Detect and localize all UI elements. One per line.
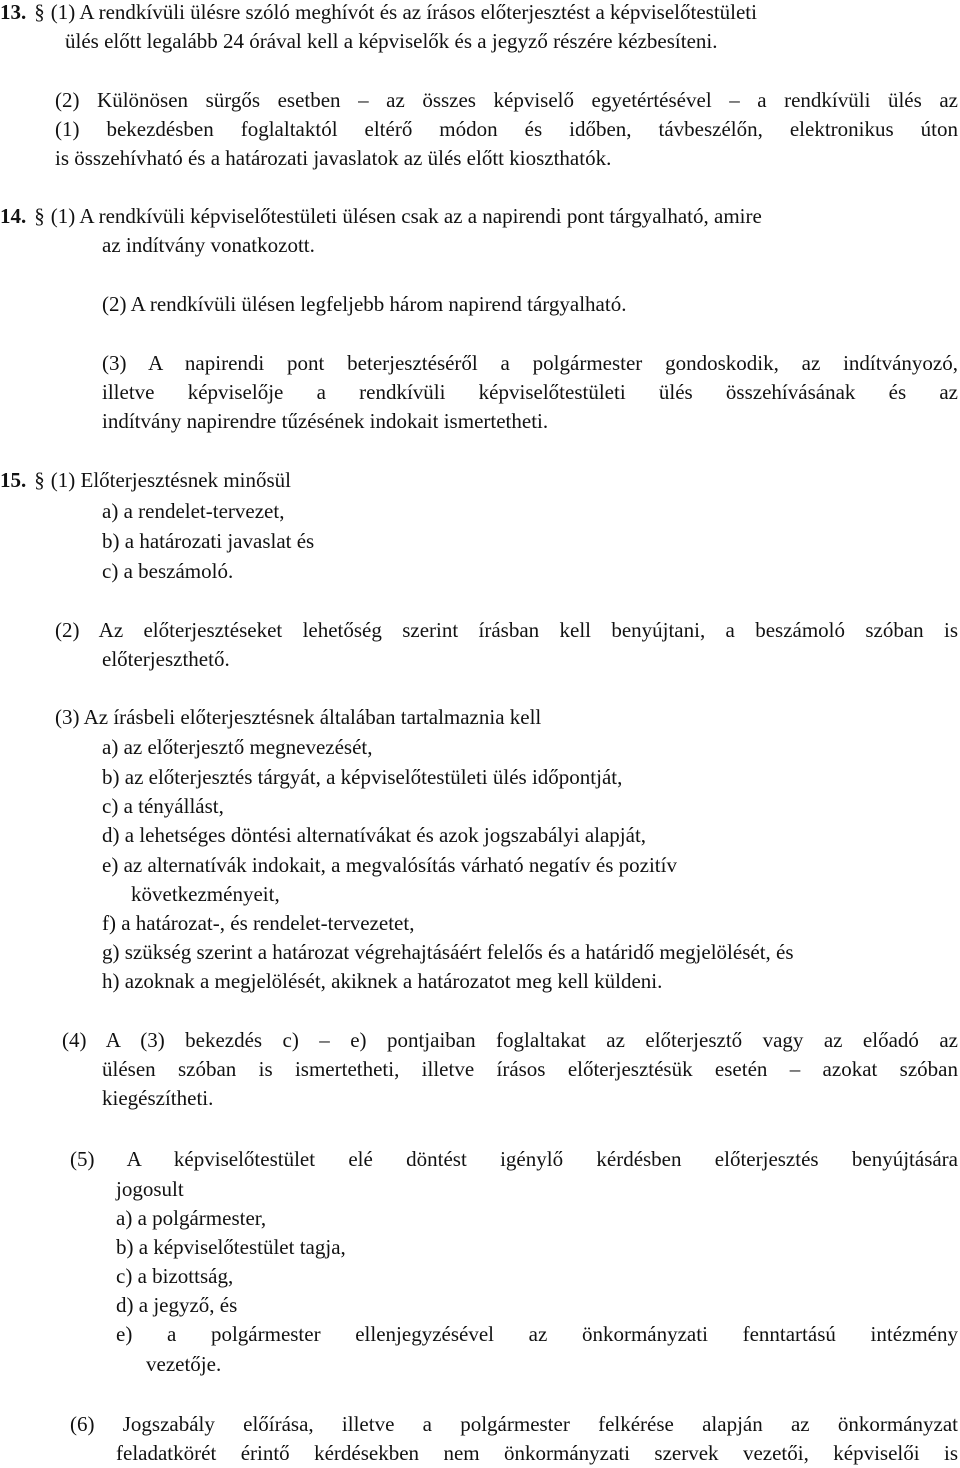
list-item: b) a képviselőtestület tagja, (116, 1235, 346, 1259)
paragraph-line: (2) A rendkívüli ülésen legfeljebb három napirend tárgyalható. (102, 292, 627, 316)
paragraph-text: (1) Előterjesztésnek minősül (50, 468, 292, 492)
section-sign: § (34, 0, 45, 24)
paragraph-line: kiegészítheti. (102, 1086, 214, 1110)
list-item: c) a tényállást, (102, 794, 224, 818)
paragraph-line: (2) Az előterjesztéseket lehetőség szerint írásban kell benyújtani, a beszámoló szóban is (55, 618, 958, 642)
paragraph-line: illetve képviselője a rendkívüli képviselőtestületi ülés összehívásának és az (102, 380, 958, 404)
list-item: b) az előterjesztés tárgyát, a képviselőtestületi ülés időpontját, (102, 765, 623, 789)
paragraph-line: (4) A (3) bekezdés c) – e) pontjaiban foglaltakat az előterjesztő vagy az előadó az (62, 1028, 958, 1052)
list-item: g) szükség szerint a határozat végrehajtásáért felelős és a határidő megjelölését, és (102, 940, 794, 964)
paragraph-line: (5) A képviselőtestület elé döntést igénylő kérdésben előterjesztés benyújtására (70, 1147, 958, 1171)
paragraph-line: jogosult (116, 1177, 184, 1201)
section-13-heading-line (0, 0, 958, 27)
paragraph-line: feladatkörét érintő kérdésekben nem önkormányzati szervek vezetői, képviselői is (116, 1441, 958, 1465)
section-15-heading-line (0, 466, 291, 495)
paragraph-line: (6) Jogszabály előírása, illetve a polgármester felkérése alapján az önkormányzat (70, 1412, 958, 1436)
list-item: a) az előterjesztő megnevezését, (102, 735, 373, 759)
paragraph-line: (3) A napirendi pont beterjesztéséről a polgármester gondoskodik, az indítványozó, (102, 351, 958, 375)
list-item: a) a polgármester, (116, 1206, 267, 1230)
section-number: 14. (0, 204, 27, 228)
paragraph-line: is összehívható és a határozati javaslatok az ülés előtt kioszthatók. (55, 146, 612, 170)
list-item: e) az alternatívák indokait, a megvalósítás várható negatív és pozitív (102, 853, 677, 877)
list-item: b) a határozati javaslat és (102, 529, 315, 553)
paragraph-text: (1) A rendkívüli ülésre szóló meghívót és az írásos előterjesztést a képviselőtestületi (50, 0, 757, 24)
list-item-continuation: következményeit, (131, 882, 280, 906)
list-item: d) a lehetséges döntési alternatívákat és azok jogszabályi alapját, (102, 823, 647, 847)
paragraph-line: indítvány napirendre tűzésének indokait ismertetheti. (102, 409, 549, 433)
paragraph-line: (3) Az írásbeli előterjesztésnek általában tartalmaznia kell (55, 705, 542, 729)
section-14-heading-line (0, 202, 958, 231)
list-item: c) a beszámoló. (102, 559, 234, 583)
list-item: a) a rendelet-tervezet, (102, 499, 285, 523)
list-item: d) a jegyző, és (116, 1293, 238, 1317)
paragraph-line: (1) bekezdésben foglaltaktól eltérő módon és időben, távbeszélőn, elektronikus úton (55, 117, 958, 141)
list-item: c) a bizottság, (116, 1264, 234, 1288)
list-item: f) a határozat-, és rendelet-tervezetet, (102, 911, 415, 935)
section-sign: § (34, 468, 45, 492)
list-item-continuation: vezetője. (146, 1352, 222, 1376)
paragraph-line: ülés előtt legalább 24 órával kell a képviselők és a jegyző részére kézbesíteni. (65, 29, 718, 53)
paragraph-text: (1) A rendkívüli képviselőtestületi ülésen csak az a napirendi pont tárgyalható, amire (50, 204, 762, 228)
paragraph-line: előterjeszthető. (102, 647, 230, 671)
section-number: 13. (0, 0, 27, 24)
list-item: h) azoknak a megjelölését, akiknek a határozatot meg kell küldeni. (102, 969, 663, 993)
paragraph-line: (2) Különösen sürgős esetben – az összes képviselő egyetértésével – a rendkívüli ülés az (55, 88, 958, 112)
section-sign: § (34, 204, 45, 228)
paragraph-line: ülésen szóban is ismertetheti, illetve írásos előterjesztésük esetén – azokat szóban (102, 1057, 958, 1081)
paragraph-line: az indítvány vonatkozott. (102, 233, 315, 257)
list-item: e) a polgármester ellenjegyzésével az önkormányzati fenntartású intézmény (116, 1322, 958, 1346)
section-number: 15. (0, 468, 27, 492)
